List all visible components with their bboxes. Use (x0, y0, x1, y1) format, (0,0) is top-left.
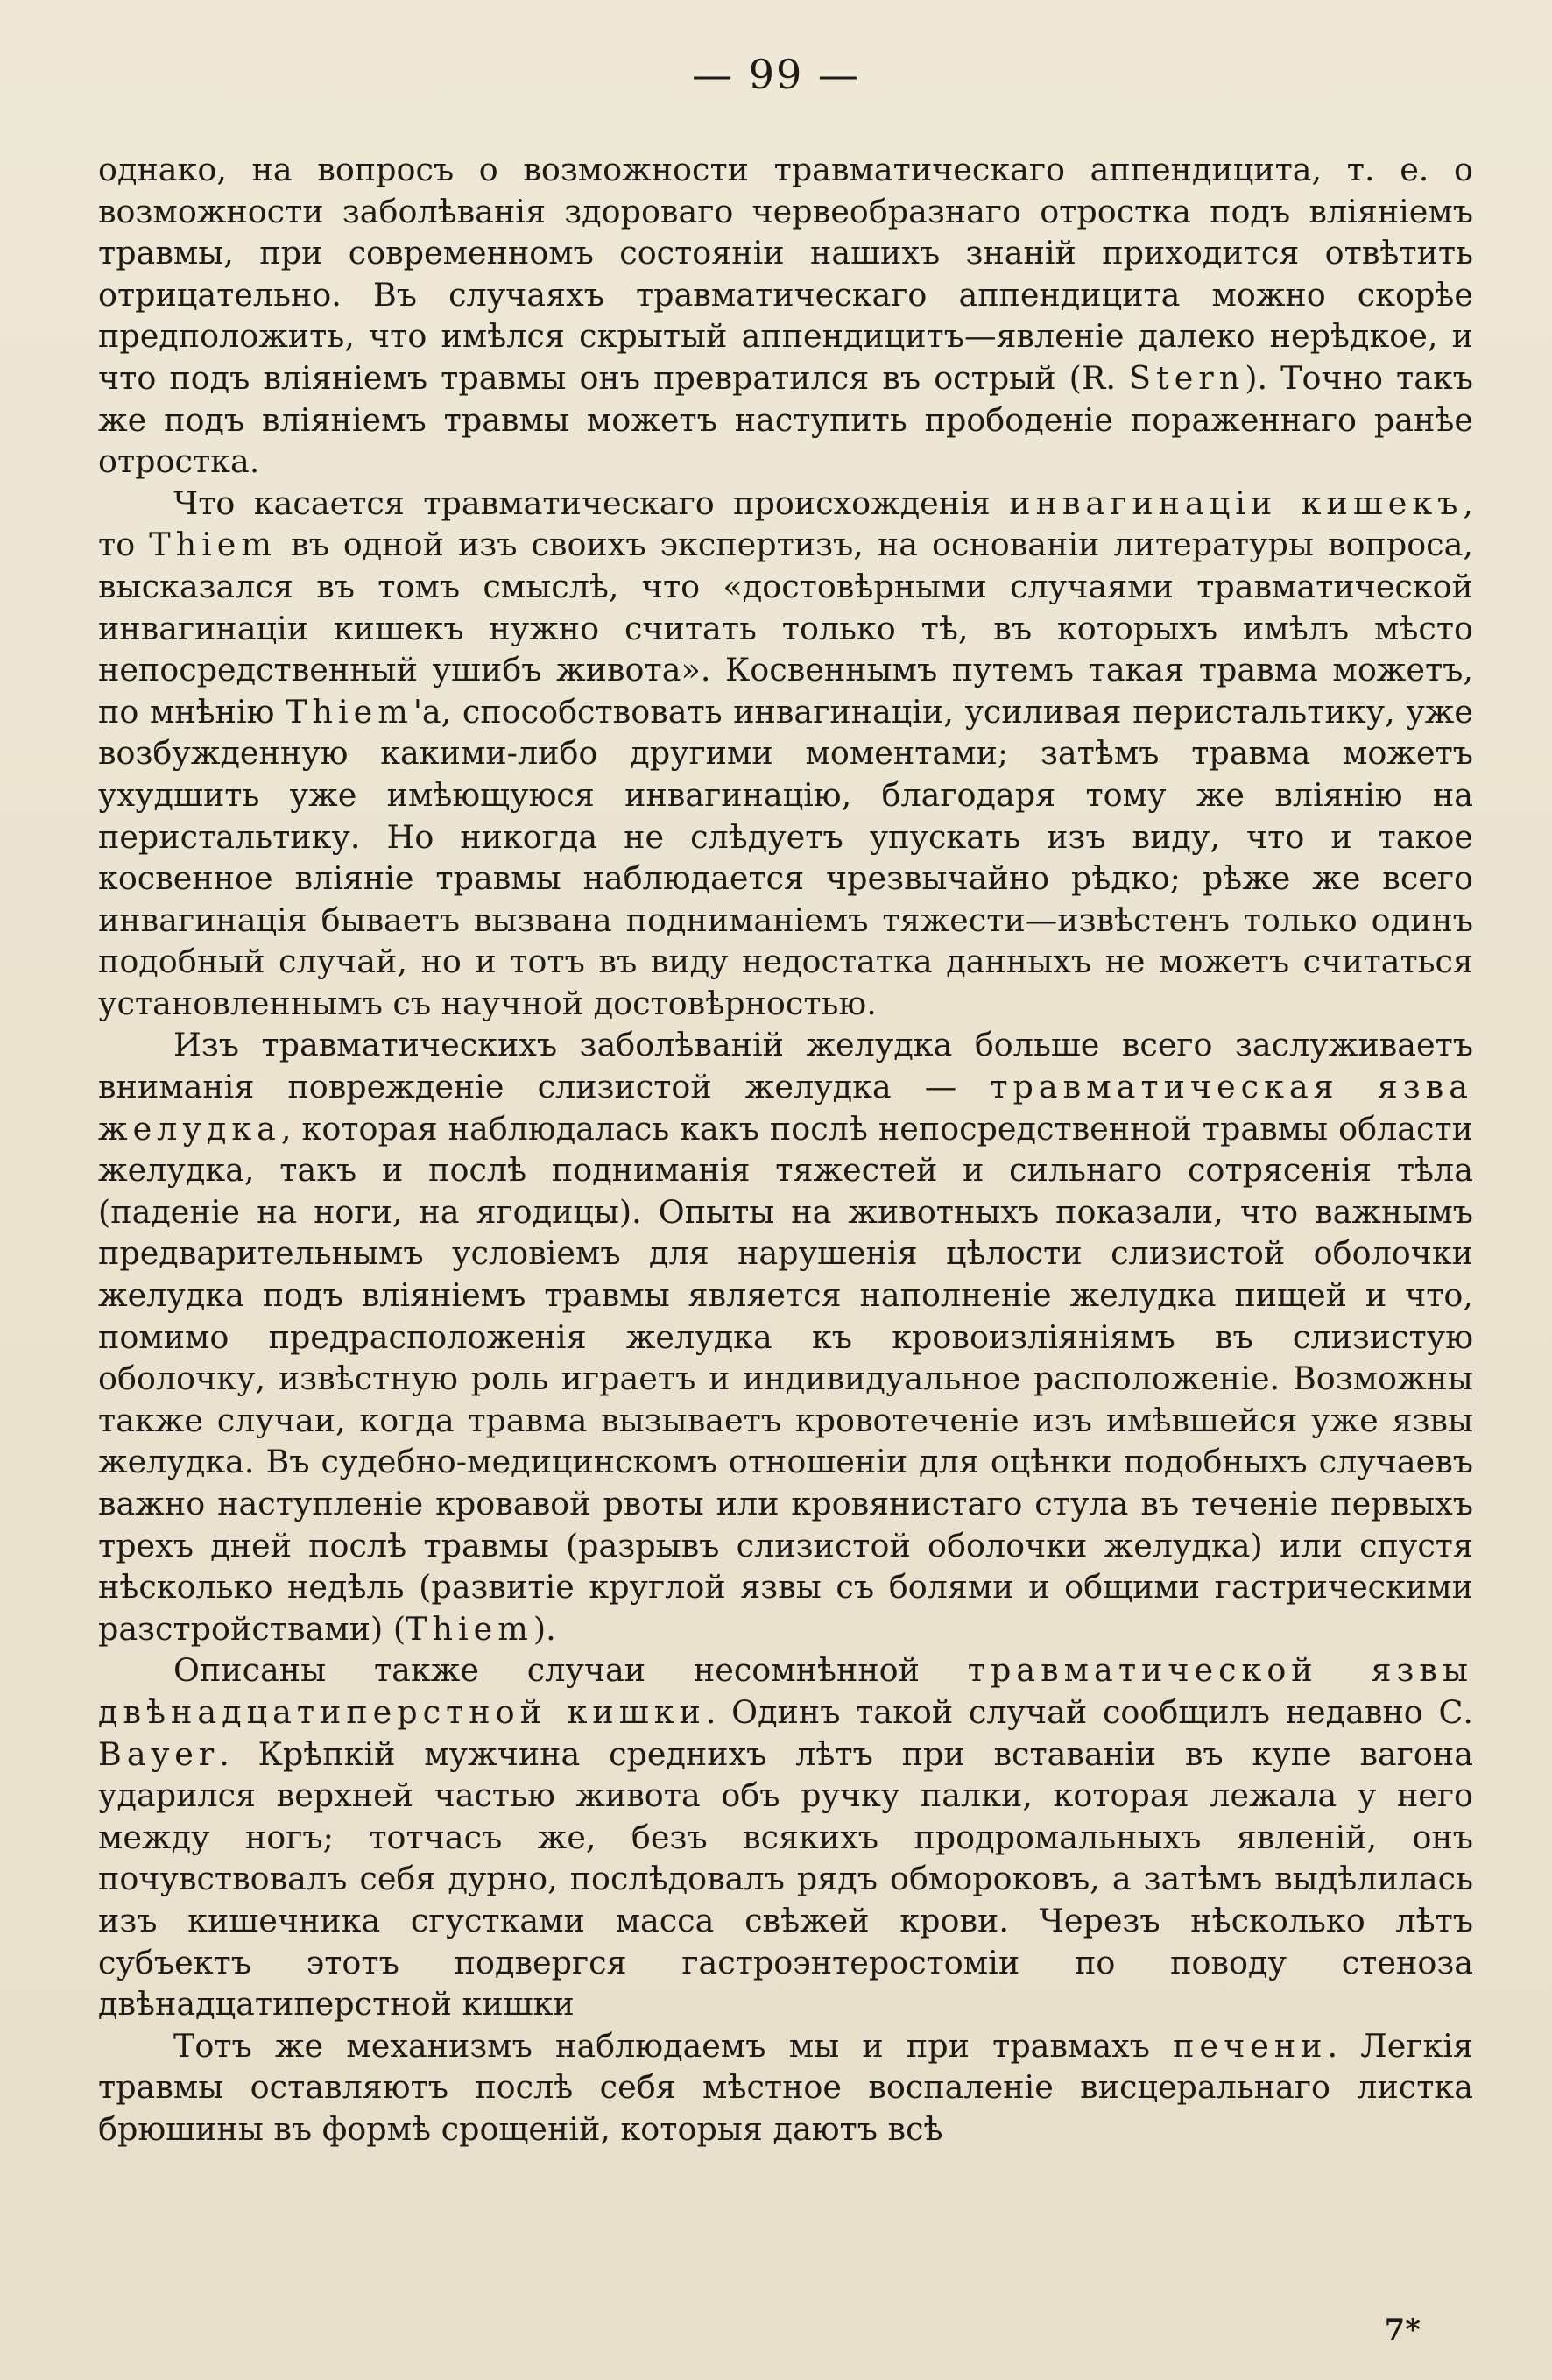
text-run: . Крѣпкій мужчина среднихъ лѣтъ при вставаніи въ купе вагона ударился верхней частью живота объ ручку палки, которая лежала у него между ногъ; тотчасъ же, безъ всякихъ продромальныхъ явленій, онъ почувствовалъ себя дурно, послѣдовалъ рядъ обмороковъ, а затѣмъ выдѣлилась изъ кишечника сгустками масса свѣжей крови. Черезъ нѣсколько лѣтъ субъектъ этотъ подвергся гастроэнтеростоміи по поводу стеноза двѣнадцатиперстной кишки (98, 1734, 1473, 2023)
text-run: , которая наблюдалась какъ послѣ непосредственной травмы области желудка, такъ и послѣ подниманія тяжестей и сильнаго сотрясенія тѣла (паденіе на ноги, на ягодицы). Опыты на животныхъ показали, что важнымъ предварительнымъ условіемъ для нарушенія цѣлости слизистой оболочки желудка подъ вліяніемъ травмы является наполненіе желудка пищей и что, помимо предрасположенія желудка къ кровоизліяніямъ въ слизистую оболочку, извѣстную роль играетъ и индивидуальное расположеніе. Возможны также случаи, когда травма вызываетъ кровотеченіе изъ имѣвшейся уже язвы желудка. Въ судебно-медицинскомъ отношеніи для оцѣнки подобныхъ случаевъ важно наступленіе кровавой рвоты или кровянистаго стула въ теченіе первыхъ трехъ дней послѣ травмы (разрывъ слизистой оболочки желудка) или спустя нѣсколько недѣль (развитіе круглой язвы съ болями и общими гастрическими разстройствами) ( (98, 1109, 1473, 1648)
text-run: Что касается травматическаго происхожденія (173, 484, 1010, 522)
text-run: Изъ травматическихъ заболѣваній желудка больше всего заслуживаетъ вниманія поврежденіе слизистой желудка — (98, 1026, 1473, 1106)
text-run: 'а, способствовать инвагинаціи, усиливая перистальтику, уже возбужденную какими-либо другими моментами; затѣмъ травма можетъ ухудшить уже имѣющуюся инвагинацію, благодаря тому же вліянію на перистальтику. Но никогда не слѣдуетъ упускать изъ виду, что и такое косвенное вліяніе травмы наблюдается чрезвычайно рѣдко; рѣже же всего инвагинація бываетъ вызвана подниманіемъ тяжести—извѣстенъ только одинъ подобный случай, но и тотъ въ виду недостатка данныхъ не можетъ считаться установленнымъ съ научной достовѣрностью. (98, 692, 1473, 1022)
emphasis-term: печени (1173, 2026, 1328, 2065)
text-run: ). (533, 1609, 556, 1648)
text-run: однако, на вопросъ о возможности травматическаго аппендицита, т. е. о возможности заболѣванія здороваго червеобразнаго отростка подъ вліяніемъ травмы, при современномъ состояніи нашихъ знаній приходится отвѣтить отрицательно. Въ случаяхъ травматическаго аппендицита можно скорѣе предположить, что имѣлся скрытый аппендицитъ—явленіе далеко нерѣдкое, и что подъ вліяніемъ травмы онъ превратился въ острый (R. (98, 151, 1473, 397)
emphasis-term: травматической язвы двѣнадцатиперстной кишки (98, 1651, 1473, 1731)
paragraph (98, 1024, 1473, 1649)
page-number: — 99 — (692, 51, 860, 98)
text-run: ). Точно такъ же подъ вліяніемъ травмы можетъ наступить прободеніе пораженнаго ранѣе отростка. (98, 358, 1473, 481)
text-run: Описаны также случаи несомнѣнной (173, 1651, 968, 1690)
paragraph (98, 1649, 1473, 2024)
author-name: Thiem (406, 1609, 533, 1648)
text-run: . Легкія травмы оставляютъ послѣ себя мѣстное воспаленіе висцеральнаго листка брюшины въ формѣ срощеній, которыя даютъ всѣ (98, 2026, 1473, 2148)
author-name: Thiem (149, 526, 277, 564)
text-run: Тотъ же механизмъ наблюдаемъ мы и при травмахъ (173, 2026, 1174, 2065)
author-name: Stern (1129, 358, 1245, 397)
paragraph (98, 149, 1473, 483)
text-run: . Одинъ такой случай сообщилъ недавно С. (705, 1692, 1473, 1731)
author-name: Bayer (98, 1734, 220, 1773)
emphasis-term: травматическая язва желудка (98, 1068, 1473, 1148)
text-run: , то (98, 484, 1474, 564)
emphasis-term: инвагинаціи кишекъ (1009, 484, 1464, 522)
author-name: Thiem (286, 692, 413, 731)
text-run: въ одной изъ своихъ экспертизъ, на основаніи литературы вопроса, высказался въ томъ смыслѣ, что «достовѣрными случаями травматической инвагинаціи кишекъ нужно считать только тѣ, въ которыхъ имѣлъ мѣсто непосредственный ушибъ живота». Косвеннымъ путемъ такая травма можетъ, по мнѣнію (98, 526, 1473, 731)
printer-signature-mark: 7* (1384, 2313, 1421, 2348)
paragraph (98, 2025, 1473, 2150)
paragraph (98, 483, 1473, 1025)
body-text (98, 149, 1473, 2150)
